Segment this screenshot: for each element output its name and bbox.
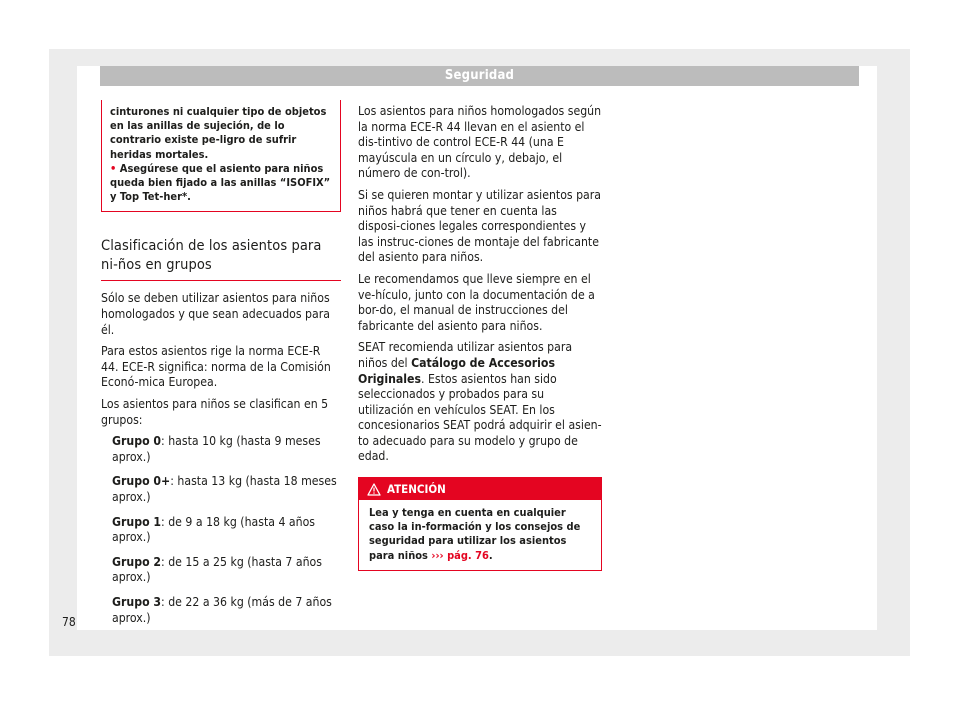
group-list-item: [112, 515, 341, 546]
page-reference-link[interactable]: pág. 76: [447, 548, 489, 562]
section-title: Seguridad: [444, 68, 515, 83]
paragraph: Los asientos para niños homologados según la norma ECE-R 44 llevan en el asiento el dis-tintivo de control ECE-R 44 (una E mayúscula en un círculo y, debajo, el número de con-trol).: [358, 104, 602, 181]
group-description: : hasta 13 kg (hasta 18 meses aprox.): [112, 474, 337, 504]
warning-triangle-icon: [367, 483, 381, 496]
paragraph-text: SEAT recomienda utilizar asientos para niños del: [358, 340, 573, 370]
attention-box: [358, 477, 602, 571]
group-description: : de 9 a 18 kg (hasta 4 años aprox.): [112, 514, 315, 545]
paragraph: Sólo se deben utilizar asientos para niños homologados y que sean adecuados para él.: [101, 291, 330, 337]
group-description: : de 15 a 25 kg (hasta 7 años aprox.): [112, 554, 322, 585]
group-list-item: [112, 555, 341, 586]
seat-recommendation-paragraph: [358, 340, 602, 465]
paragraph: Si se quieren montar y utilizar asientos para niños habrá que tener en cuenta las disposi-ciones legales correspondientes y las instruc-ciones de montaje del fabricante del asiento para niños.: [358, 187, 601, 265]
paragraph: Para estos asientos rige la norma ECE-R 44. ECE-R significa: norma de la Comisión Econó-mica Europea.: [101, 344, 331, 390]
attention-text: Lea y tenga en cuenta en cualquier caso la in-formación y los consejos de seguridad para utilizar los asientos para niños: [369, 506, 581, 562]
heading-divider: [101, 280, 341, 281]
group-list-item: [112, 595, 341, 626]
paragraph: Los asientos para niños se clasifican en 5 grupos:: [101, 396, 329, 427]
group-name: Grupo 1: [112, 514, 162, 529]
group-description: : de 22 a 36 kg (más de 7 años aprox.): [112, 594, 332, 625]
warning-bullet-item: [110, 162, 332, 205]
page-number: 78: [62, 615, 76, 629]
attention-body: [359, 500, 601, 570]
accessories-catalog-label: Catálogo de Accesorios Originales: [358, 355, 555, 386]
attention-title: ATENCIÓN: [387, 482, 446, 497]
attention-end: .: [488, 548, 493, 562]
section-header-bar: [100, 66, 859, 86]
warning-bullet-text: Asegúrese que el asiento para niños queda bien fijado a las anillas “ISOFIX” y Top Tet-her*.: [110, 161, 331, 204]
attention-header: [359, 478, 601, 500]
group-name: Grupo 2: [112, 554, 162, 569]
right-column: [358, 104, 602, 571]
section-heading: Clasificación de los asientos para ni-ños en grupos: [101, 238, 322, 273]
cross-reference-arrows: ›››: [431, 548, 444, 562]
left-column: [101, 100, 341, 635]
group-list-item: [112, 474, 341, 505]
group-list-item: [112, 434, 341, 465]
group-name: Grupo 0: [112, 434, 162, 449]
group-description: : hasta 10 kg (hasta 9 meses aprox.): [112, 434, 321, 464]
bullet-icon: •: [110, 161, 117, 175]
warning-continuation-text: cinturones ni cualquier tipo de objetos en las anillas de sujeción, de lo contrario existe pe-ligro de sufrir heridas mortales.: [110, 105, 327, 161]
group-name: Grupo 3: [112, 594, 162, 609]
group-name: Grupo 0+: [112, 474, 171, 489]
paragraph: Le recomendamos que lleve siempre en el ve-hículo, junto con la documentación de a bor-do, el manual de instrucciones del fabricante del asiento para niños.: [358, 271, 595, 333]
paragraph-text: . Estos asientos han sido seleccionados y probados para su utilización en vehículos SEAT. En los concesionarios SEAT podrá adquirir el asien-to adecuado para su modelo y grupo de edad.: [358, 371, 602, 464]
warning-continuation-box: [101, 100, 341, 212]
